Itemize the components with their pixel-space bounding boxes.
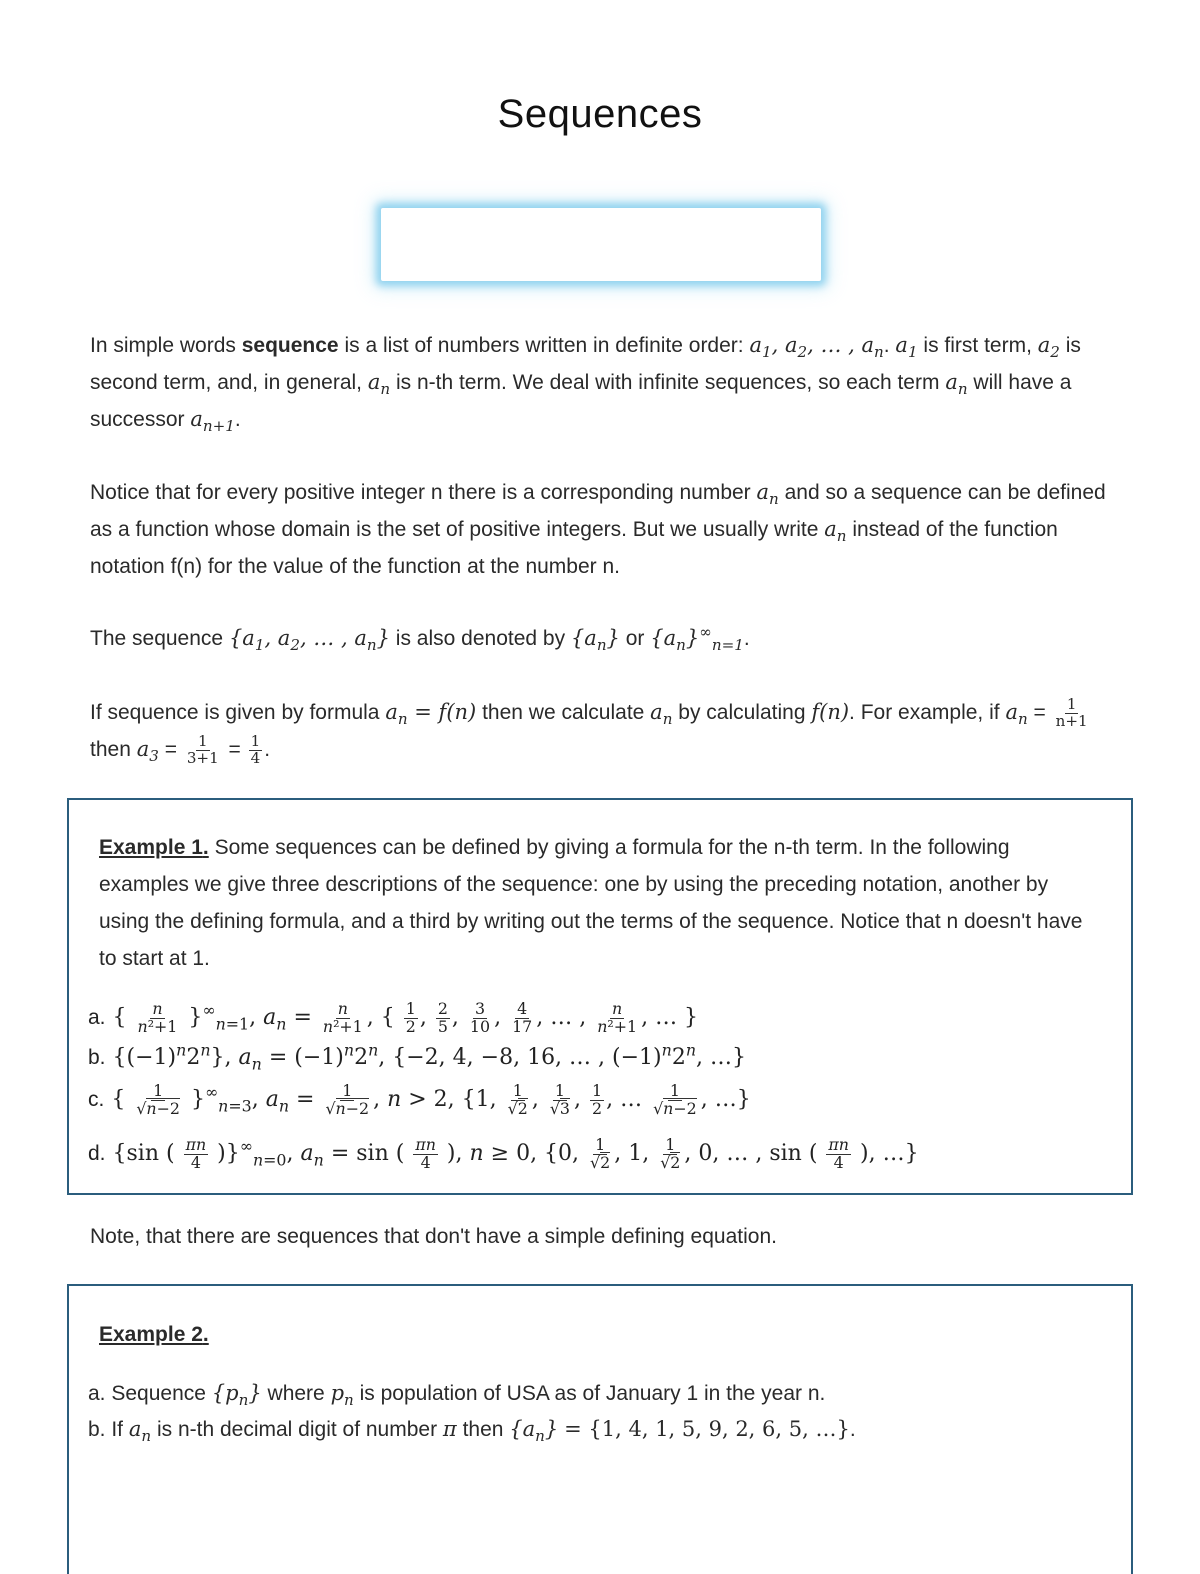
example-1-text: Example 1. Some sequences can be defined by giving a formula for the n-th term. In the following examples we give three descriptions of the sequence: one by using the preceding notation, another by using the defining formula, and a third by writing out the terms of the sequence. Notice that n doesn't have to start at 1.: [99, 836, 1083, 970]
example-2-item-b: b. If $a_n$ is n-th decimal digit of number π then $\{a_n\} = \{1$, 4, 1, 5, 9, 2, 6, 5, …}.: [88, 1417, 856, 1446]
notation-paragraph: The sequence {$a_1$, $a_2$, … , $a_n$} is also denoted by $\{a_n\}$ or $\{a_n\}^\infty_{n=1}$.: [90, 623, 750, 655]
example-1-item-b: b. $\{(-1)^n2^n\}$, $a_n = (-1)^n2^n$, {−2, 4, −8, 16, … , $(-1)^n2^n$, …}: [88, 1040, 747, 1074]
pi-digits: 1, 4, 1, 5, 9, 2, 6, 5, …: [601, 1417, 837, 1441]
example-2-heading: Example 2: [99, 1323, 203, 1346]
function-paragraph: Notice that for every positive integer n there is a corresponding number $a_n$ and so a sequence can be defined as a function whose domain is the set of positive integers. But we usually write $a_n$ instead of the function notation f(n) for the value of the function at the number n.: [90, 480, 1106, 578]
intro-paragraph: In simple words sequence is a list of numbers written in definite order: $a_1$, $a_2$, … , $a_n$. $a_1$ is first term, $a_2$ is second term, and, in general, $a_n$ is n-th term. We deal with infinite sequences, so each term $a_n$ will have a successor $a_{n+1}$.: [90, 333, 1081, 436]
example-1-heading: Example 1: [99, 836, 203, 859]
example-2-heading-line: Example 2.: [99, 1323, 209, 1346]
keyword-sequence: sequence: [241, 334, 339, 357]
example-2-item-a: a. Sequence $\{p_n\}$ where $p_n$ is population of USA as of January 1 in the year n.: [88, 1381, 826, 1410]
highlight-box: [381, 208, 821, 281]
example-1-item-d: d. {sin ( $\frac{\pi n}{4}$ )}$^\infty_{n=0}$, $a_n = \sin$ ( $\frac{\pi n}{4}$ ), n ≥ 0, {0, $\frac{1}{√2}$ , 1, $\frac{1}{√2}$ , 0, … , sin ( $\frac{\pi n}{4}$ ), …}: [88, 1134, 919, 1172]
formula-paragraph: If sequence is given by formula $a_n = f(n)$ then we calculate $a_n$ by calculating f(n). For example, if $a_n$ = $\frac{1}{n+1}$ then $a_3$ = $\frac{1}{3+1}$ = $\frac{1}{4}$ .: [90, 695, 1088, 767]
page-title: Sequences: [497, 92, 703, 136]
example-1-item-a: a. { $\frac{n}{\text{n²+1}}$ }$^\infty_{n=1}$, $a_n$ = $\frac{n}{\text{n²+1}}$ , { $\frac{1}{2}$ , $\frac{2}{5}$ , $\frac{3}{10}$ , $\frac{4}{17}$ , … , $\frac{n}{\text{n²+1}}$ , … }: [88, 998, 699, 1036]
note-paragraph: Note, that there are sequences that don't have a simple defining equation.: [90, 1225, 777, 1248]
example-1-item-c: c. { $\frac{1}{√n-2}$ }$^\infty_{n=3}$, $a_n$ = $\frac{1}{√n-2}$ , n > 2, {1, $\frac{1}{√2}$ , $\frac{1}{√3}$ , $\frac{1}{2}$ , … $\frac{1}{√n-2}$ , …}: [88, 1080, 751, 1118]
